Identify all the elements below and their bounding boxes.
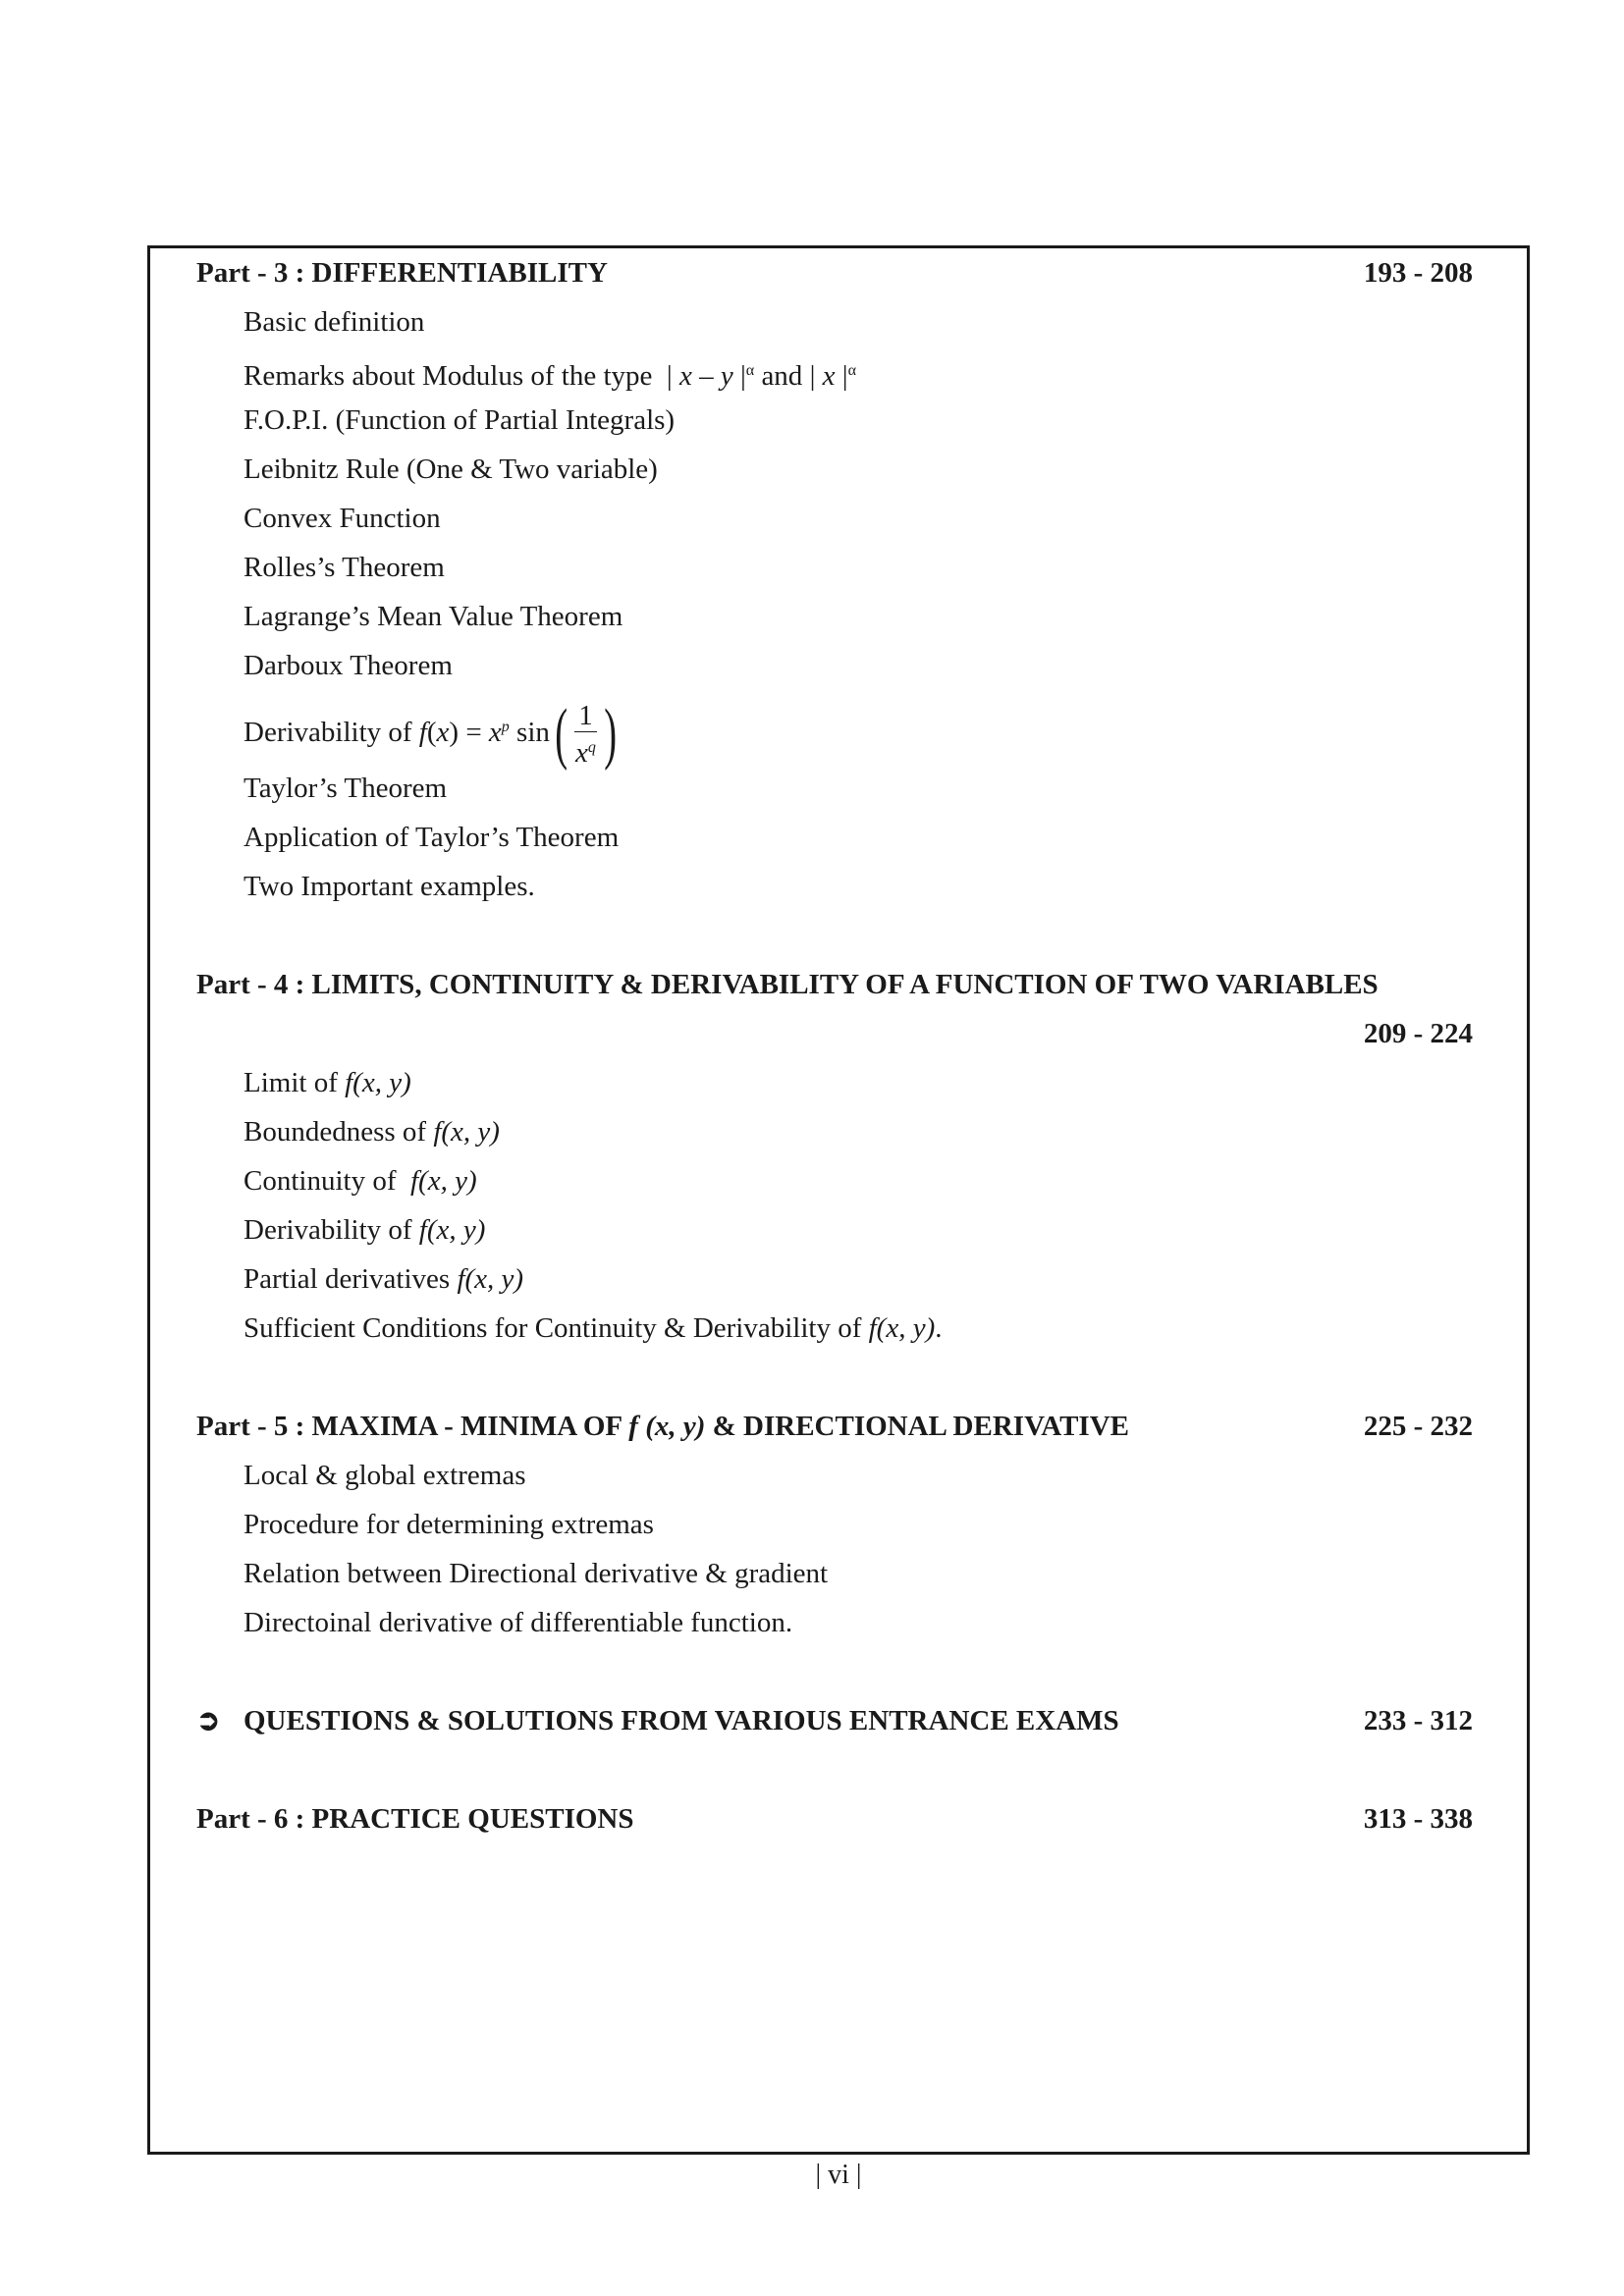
arrow-icon: ➲	[196, 1705, 221, 1736]
toc-item: Convex Function	[244, 503, 441, 534]
toc-item-label: Partial derivatives	[244, 1263, 451, 1295]
toc-item	[244, 1310, 943, 1346]
toc-item-label: Boundedness of	[244, 1116, 427, 1148]
toc-item	[244, 1114, 500, 1149]
toc-item: Relation between Directional derivative & gradient	[244, 1558, 829, 1589]
part-6-title: Part - 6 : PRACTICE QUESTIONS	[196, 1803, 634, 1835]
questions-title: QUESTIONS & SOLUTIONS FROM VARIOUS ENTRANCE EXAMS	[244, 1705, 1119, 1736]
part-5-title-b: & DIRECTIONAL DERIVATIVE	[712, 1411, 1129, 1442]
fxy: f(x, y)	[345, 1067, 411, 1098]
toc-item	[244, 1065, 411, 1100]
toc-item: Leibnitz Rule (One & Two variable)	[244, 454, 658, 485]
part-5-title	[196, 1409, 1129, 1444]
part-4-title: Part - 4 : LIMITS, CONTINUITY & DERIVABILITY OF A FUNCTION OF TWO VARIABLES	[196, 969, 1379, 1000]
page-number: | vi |	[815, 2160, 862, 2190]
toc-item: Basic definition	[244, 306, 425, 338]
toc-item-label: Derivability of	[244, 717, 412, 748]
toc-item: Two Important examples.	[244, 871, 535, 902]
derivability-formula: $f(x) = x^p$ sin( $\frac{1}{x^q}$ )	[418, 696, 617, 773]
toc-item: Directoinal derivative of differentiable function.	[244, 1607, 793, 1638]
fxy: f(x, y)	[409, 1165, 477, 1197]
fxy: f(x, y)	[418, 1214, 486, 1246]
part-5-pages: 225 - 232	[1363, 1411, 1473, 1442]
toc-item-label: Sufficient Conditions for Continuity & Derivability of	[244, 1312, 862, 1344]
part-3-title: Part - 3 : DIFFERENTIABILITY	[196, 257, 608, 289]
part-3-pages: 193 - 208	[1363, 257, 1473, 289]
toc-item: F.O.P.I. (Function of Partial Integrals)	[244, 404, 676, 436]
toc-item-label: Limit of	[244, 1067, 338, 1098]
fxy: f(x, y)	[457, 1263, 524, 1295]
fxy: f(x, y)	[868, 1312, 936, 1344]
toc-item: Procedure for determining extremas	[244, 1509, 654, 1540]
toc-item: Darboux Theorem	[244, 650, 453, 681]
toc-item	[244, 1163, 477, 1199]
toc-item: Taylor’s Theorem	[244, 773, 448, 804]
modulus-and: and	[761, 360, 803, 392]
toc-item: Local & global extremas	[244, 1460, 526, 1491]
questions-pages: 233 - 312	[1363, 1705, 1473, 1736]
toc-item-label: Remarks about Modulus of the type	[244, 360, 653, 392]
toc-item	[244, 1261, 523, 1297]
part-4-pages: 209 - 224	[1363, 1018, 1473, 1049]
part-5-title-f: f (x, y)	[628, 1411, 706, 1442]
modulus-formula-2: | x $|^\alpha$	[809, 360, 856, 392]
part-5-title-a: Part - 5 : MAXIMA - MINIMA OF	[196, 1411, 623, 1442]
toc-item: Lagrange’s Mean Value Theorem	[244, 601, 623, 632]
toc-item-derivability	[244, 693, 622, 773]
toc-item-modulus	[244, 353, 856, 394]
suffix: .	[935, 1312, 943, 1344]
toc-item: Rolles’s Theorem	[244, 552, 445, 583]
part-6-pages: 313 - 338	[1363, 1803, 1473, 1835]
fxy: f(x, y)	[433, 1116, 500, 1148]
modulus-formula-1: | x – y $|^\alpha$	[659, 360, 755, 392]
toc-item: Application of Taylor’s Theorem	[244, 822, 620, 853]
toc-item-label: Continuity of	[244, 1165, 397, 1197]
toc-item	[244, 1212, 485, 1248]
toc-item-label: Derivability of	[244, 1214, 412, 1246]
